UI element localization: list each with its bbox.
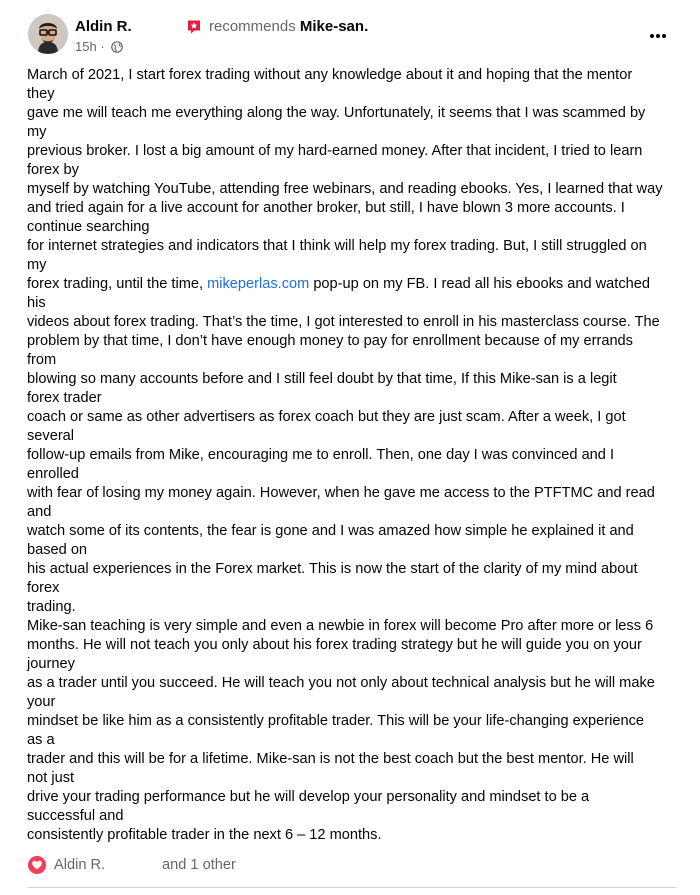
- body-text-segment: my: [27, 124, 47, 140]
- post-body-line: [27, 142, 677, 161]
- more-icon: [646, 24, 670, 48]
- post-body-line: [27, 465, 677, 484]
- website-link[interactable]: mikeperlas.com: [207, 276, 310, 292]
- post-body-line: [27, 104, 677, 123]
- avatar-icon: [28, 14, 68, 54]
- post-body-line: [27, 275, 677, 294]
- post-body-line: [27, 256, 677, 275]
- post-body-line: [27, 750, 677, 769]
- body-text-segment: pop-up on my FB. I read all his ebooks and watched: [309, 276, 650, 292]
- post-body-line: [27, 427, 677, 446]
- post-body-line: [27, 85, 677, 104]
- post-body-line: [27, 522, 677, 541]
- post-body-line: [27, 617, 677, 636]
- body-text-segment: blowing so many accounts before and I still feel doubt by that time, If this Mike-san is a legit: [27, 371, 617, 387]
- avatar[interactable]: [28, 14, 68, 54]
- body-text-segment: continue searching: [27, 219, 150, 235]
- post-body-line: [27, 294, 677, 313]
- post-body-line: [27, 180, 677, 199]
- post-body-line: [27, 693, 677, 712]
- body-text-segment: my: [27, 257, 47, 273]
- post-body-line: [27, 826, 677, 845]
- body-text-segment: watch some of its contents, the fear is gone and I was amazed how simple he explained it and: [27, 523, 634, 539]
- body-text-segment: for internet strategies and indicators that I think will help my forex trading. But, I still struggled on: [27, 238, 647, 254]
- post-body-line: [27, 370, 677, 389]
- more-options-button[interactable]: [646, 24, 670, 48]
- recommends-label: recommends: [209, 18, 296, 35]
- post-body-line: [27, 313, 677, 332]
- body-text-segment: his: [27, 295, 46, 311]
- post-body-line: [27, 807, 677, 826]
- meta-separator: ·: [100, 39, 105, 54]
- body-text-segment: coach or same as other advertisers as forex coach but they are just scam. After a week, I got: [27, 409, 626, 425]
- body-text-segment: March of 2021, I start forex trading without any knowledge about it and hoping that the mentor: [27, 67, 633, 83]
- post-meta: [75, 39, 123, 55]
- post-body: [27, 66, 677, 845]
- body-text-segment: forex trading, until the time,: [27, 276, 208, 292]
- post-body-line: [27, 636, 677, 655]
- body-text-segment: videos about forex trading. That’s the time, I got interested to enroll in his masterclass course. The: [27, 314, 660, 330]
- body-text-segment: and tried again for a live account for another broker, but still, I have blown 3 more accounts. I: [27, 200, 625, 216]
- post-body-line: [27, 541, 677, 560]
- body-text-segment: Mike-san teaching is very simple and even a newbie in forex will become Pro after more or less 6: [27, 618, 654, 634]
- post-body-line: [27, 66, 677, 85]
- body-text-segment: consistently profitable trader in the next 6 – 12 months.: [27, 827, 382, 843]
- body-text-segment: follow-up emails from Mike, encouraging me to enroll. Then, one day I was convinced and I: [27, 447, 615, 463]
- body-text-segment: not just: [27, 770, 75, 786]
- post-body-line: [27, 218, 677, 237]
- body-text-segment: trading.: [27, 599, 76, 615]
- post-header: [28, 14, 678, 60]
- post-body-line: [27, 237, 677, 256]
- body-text-segment: gave me will teach me everything along the way. Unfortunately, it seems that I was scammed by: [27, 105, 646, 121]
- post-body-line: [27, 674, 677, 693]
- globe-icon[interactable]: [111, 41, 123, 53]
- post-body-line: [27, 560, 677, 579]
- post-time[interactable]: 15h: [75, 39, 97, 54]
- post-body-line: [27, 788, 677, 807]
- post-body-line: [27, 484, 677, 503]
- post-body-line: [27, 769, 677, 788]
- post-body-line: [27, 655, 677, 674]
- body-text-segment: several: [27, 428, 75, 444]
- body-text-segment: with fear of losing my money again. However, when he gave me access to the PTFTMC and read: [27, 485, 655, 501]
- body-text-segment: forex: [27, 580, 60, 596]
- body-text-segment: enrolled: [27, 466, 79, 482]
- body-text-segment: as a trader until you succeed. He will teach you not only about technical analysis but he will make: [27, 675, 655, 691]
- reactions-bar[interactable]: [28, 855, 428, 877]
- body-text-segment: mindset be like him as a consistently profitable trader. This will be your life-changing experience: [27, 713, 645, 729]
- divider: [28, 887, 676, 888]
- reaction-others[interactable]: and 1 other: [162, 857, 236, 873]
- recommendation-text: [209, 18, 368, 36]
- post-body-line: [27, 332, 677, 351]
- author-name[interactable]: Aldin R.: [75, 18, 132, 35]
- post-body-line: [27, 389, 677, 408]
- post-body-line: [27, 408, 677, 427]
- body-text-segment: successful and: [27, 808, 124, 824]
- body-text-segment: myself by watching YouTube, attending free webinars, and reading ebooks. Yes, I learned that way: [27, 181, 663, 197]
- body-text-segment: months. He will not teach you only about his forex trading strategy but he will guide you on your: [27, 637, 642, 653]
- post-body-line: [27, 503, 677, 522]
- post-body-line: [27, 161, 677, 180]
- body-text-segment: forex trader: [27, 390, 102, 406]
- body-text-segment: journey: [27, 656, 75, 672]
- body-text-segment: problem by that time, I don’t have enough money to pay for enrollment because of my errands: [27, 333, 633, 349]
- post-body-line: [27, 731, 677, 750]
- body-text-segment: and: [27, 504, 52, 520]
- post-body-line: [27, 598, 677, 617]
- body-text-segment: previous broker. I lost a big amount of my hard-earned money. After that incident, I tried to learn: [27, 143, 643, 159]
- body-text-segment: forex by: [27, 162, 79, 178]
- body-text-segment: from: [27, 352, 57, 368]
- post-body-line: [27, 446, 677, 465]
- recommended-page-link[interactable]: Mike-san.: [299, 18, 369, 35]
- body-text-segment: your: [27, 694, 56, 710]
- heart-icon: [28, 856, 46, 874]
- body-text-segment: based on: [27, 542, 88, 558]
- recommend-icon: [186, 19, 202, 35]
- post-body-line: [27, 351, 677, 370]
- post-body-line: [27, 579, 677, 598]
- body-text-segment: as a: [27, 732, 55, 748]
- reaction-name[interactable]: Aldin R.: [54, 857, 106, 873]
- body-text-segment: his actual experiences in the Forex market. This is now the start of the clarity of my mind about: [27, 561, 638, 577]
- body-text-segment: trader and this will be for a lifetime. Mike-san is not the best coach but the best mentor. He will: [27, 751, 634, 767]
- body-text-segment: drive your trading performance but he will develop your personality and mindset to be a: [27, 789, 590, 805]
- post-body-line: [27, 123, 677, 142]
- body-text-segment: they: [27, 86, 55, 102]
- post-body-line: [27, 712, 677, 731]
- post-body-line: [27, 199, 677, 218]
